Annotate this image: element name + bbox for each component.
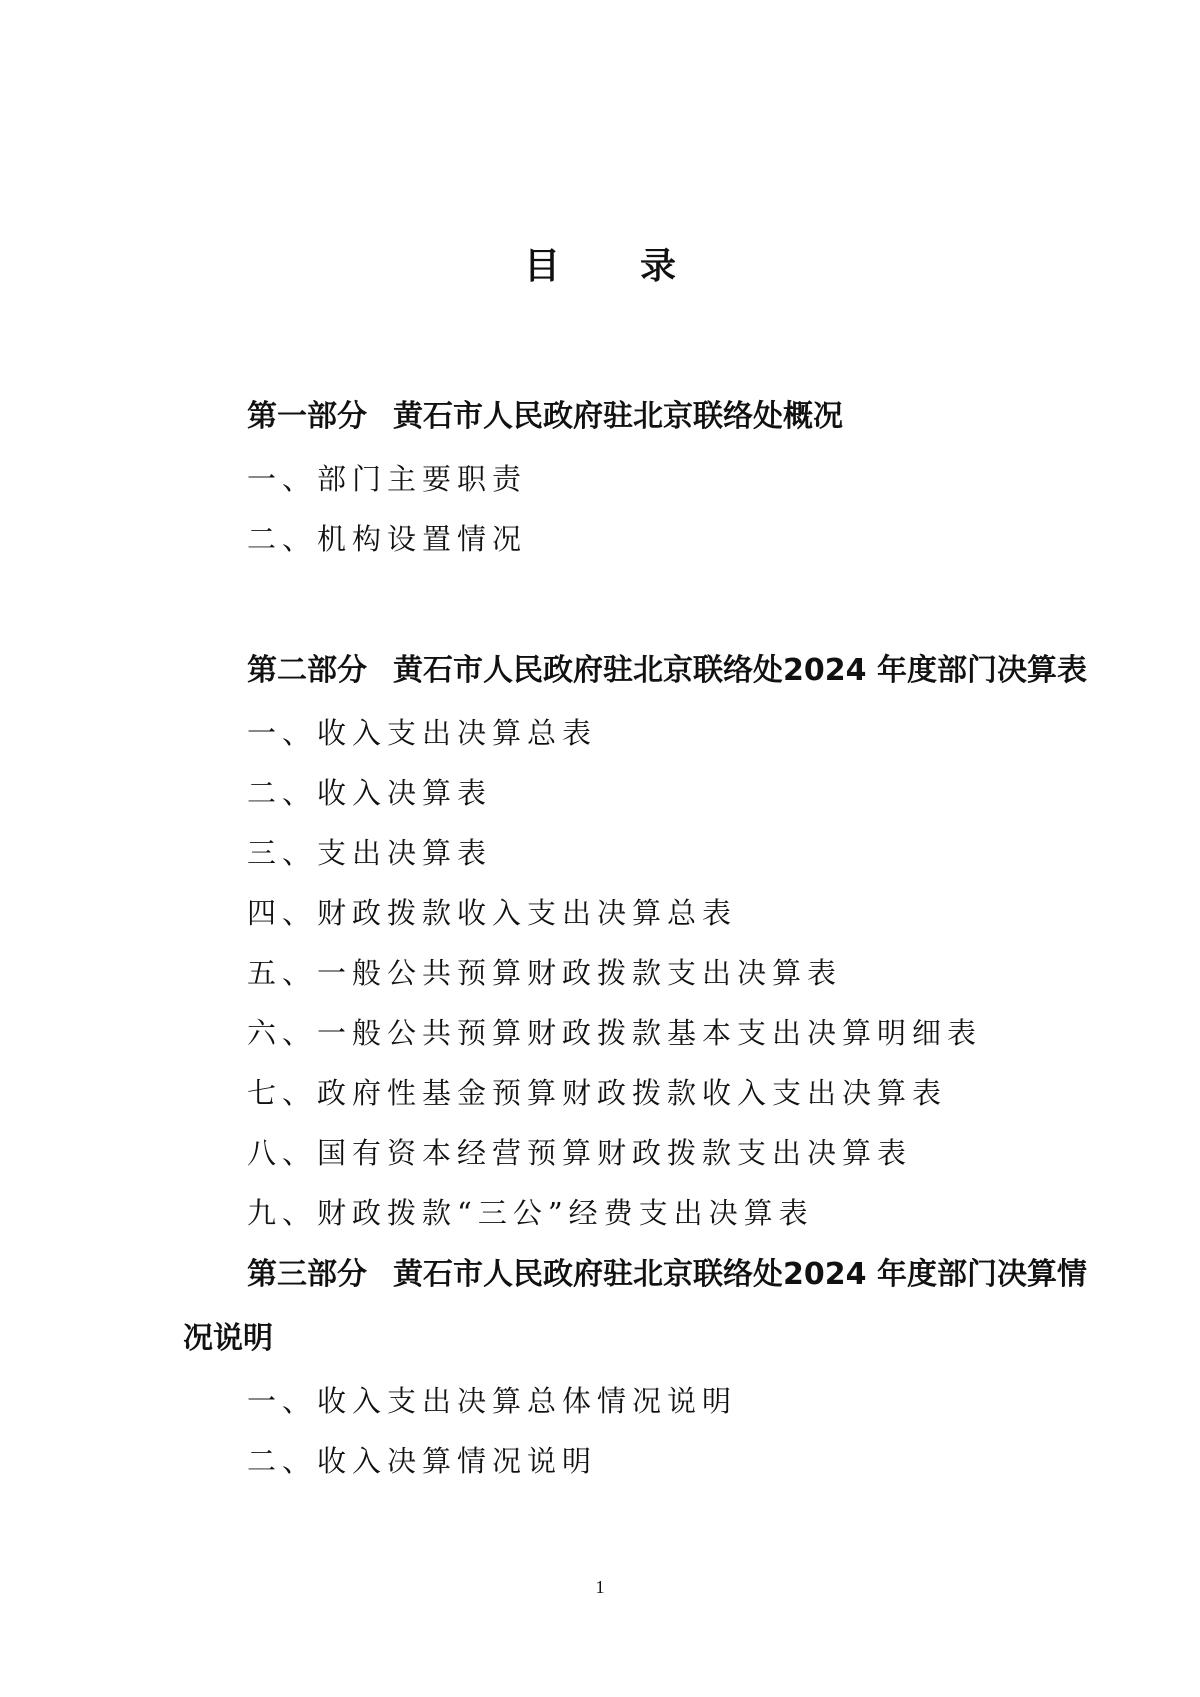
toc-item[interactable]: 一、收入支出决算总表 — [247, 716, 598, 750]
toc-part-label: 第一部分 — [247, 399, 367, 434]
table-of-contents — [183, 385, 1108, 1491]
toc-part-label: 第二部分 — [247, 653, 367, 688]
toc-item[interactable]: 五、一般公共预算财政拨款支出决算表 — [247, 956, 843, 990]
toc-item[interactable]: 一、部门主要职责 — [247, 462, 528, 496]
page-title — [0, 238, 1200, 289]
toc-part-title: 黄石市人民政府驻北京联络处2024 年度部门决算情况说明 — [183, 1257, 1087, 1356]
toc-part-title: 黄石市人民政府驻北京联络处概况 — [393, 399, 843, 434]
toc-item[interactable]: 七、政府性基金预算财政拨款收入支出决算表 — [247, 1076, 948, 1110]
toc-item[interactable]: 一、收入支出决算总体情况说明 — [247, 1384, 738, 1418]
toc-part-2-heading[interactable] — [183, 639, 1108, 703]
toc-part-title: 黄石市人民政府驻北京联络处2024 年度部门决算表 — [393, 653, 1087, 688]
toc-item[interactable]: 二、机构设置情况 — [247, 522, 528, 556]
toc-part-label: 第三部分 — [247, 1257, 367, 1292]
toc-item[interactable]: 九、财政拨款“三公”经费支出决算表 — [247, 1196, 814, 1230]
title-char-2: 录 — [640, 246, 677, 287]
toc-part-3-heading[interactable] — [183, 1243, 1108, 1371]
toc-item[interactable]: 二、收入决算情况说明 — [247, 1444, 598, 1478]
toc-item[interactable]: 八、国有资本经营预算财政拨款支出决算表 — [247, 1136, 913, 1170]
toc-item[interactable]: 二、收入决算表 — [247, 776, 493, 810]
title-char-1: 目 — [523, 246, 560, 287]
toc-item[interactable]: 六、一般公共预算财政拨款基本支出决算明细表 — [247, 1016, 983, 1050]
toc-item[interactable]: 三、支出决算表 — [247, 836, 493, 870]
toc-item[interactable]: 四、财政拨款收入支出决算总表 — [247, 896, 738, 930]
page-number: 1 — [595, 1577, 605, 1597]
toc-part-1-heading[interactable] — [183, 385, 1108, 449]
